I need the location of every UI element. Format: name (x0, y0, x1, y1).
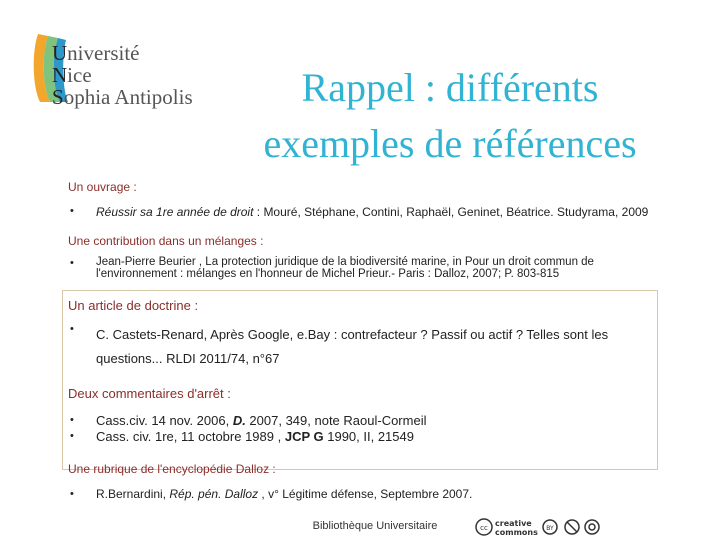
commentaire-1: Cass.civ. 14 nov. 2006, D. 2007, 349, note Raoul-Cormeil (96, 413, 427, 428)
heading-contribution: Une contribution dans un mélanges : (68, 234, 264, 248)
ouvrage-reference: Réussir sa 1re année de droit : Mouré, Stéphane, Contini, Raphaël, Geninet, Béatrice. Studyrama, 2009 (96, 205, 649, 219)
doctrine-reference: C. Castets-Renard, Après Google, e.Bay : contrefacteur ? Passif ou actif ? Telles sont les questions... RLDI 2011/74, n°67 (96, 327, 609, 366)
commentaire-2: Cass. civ. 1re, 11 octobre 1989 , JCP G 1990, II, 21549 (96, 429, 414, 444)
footer-label: Bibliothèque Universitaire (312, 520, 438, 532)
logo-line-universite: Université (52, 41, 140, 65)
cc-license-icon (474, 515, 602, 539)
heading-ouvrage: Un ouvrage : (68, 180, 137, 194)
logo-line-nice: Nice (52, 63, 92, 87)
bullet: • (70, 257, 74, 269)
bullet: • (70, 205, 74, 217)
commentaires-list (96, 413, 426, 445)
nd-icon (585, 520, 599, 534)
cc-logo-text: cc (480, 524, 488, 532)
bullet: • (70, 414, 74, 426)
contribution-reference: Jean-Pierre Beurier , La protection juridique de la biodiversité marine, in Pour un droit commun de l'environnement : mélanges en l'honneur de Michel Prieur.- Paris : Dalloz, 2007; P. 803-815 (96, 256, 594, 280)
bullet: • (70, 488, 74, 500)
bullet: • (70, 323, 74, 335)
bullet: • (70, 430, 74, 442)
rubrique-reference: R.Bernardini, Rép. pén. Dalloz , v° Légitime défense, Septembre 2007. (96, 487, 473, 501)
heading-commentaires: Deux commentaires d'arrêt : (68, 386, 231, 401)
slide-title (210, 60, 690, 172)
title-line-1: Rappel : différents (301, 65, 599, 110)
logo-line-sophia: Sophia Antipolis (52, 85, 193, 109)
cc-text-commons: commons (495, 528, 538, 537)
cc-text-creative: creative (495, 519, 532, 528)
heading-rubrique: Une rubrique de l'encyclopédie Dalloz : (68, 462, 276, 476)
heading-doctrine: Un article de doctrine : (68, 298, 199, 313)
by-icon-text: BY (546, 525, 554, 532)
creative-commons-badge (474, 515, 602, 539)
university-logo (30, 28, 193, 109)
title-line-2: exemples de références (263, 121, 637, 166)
